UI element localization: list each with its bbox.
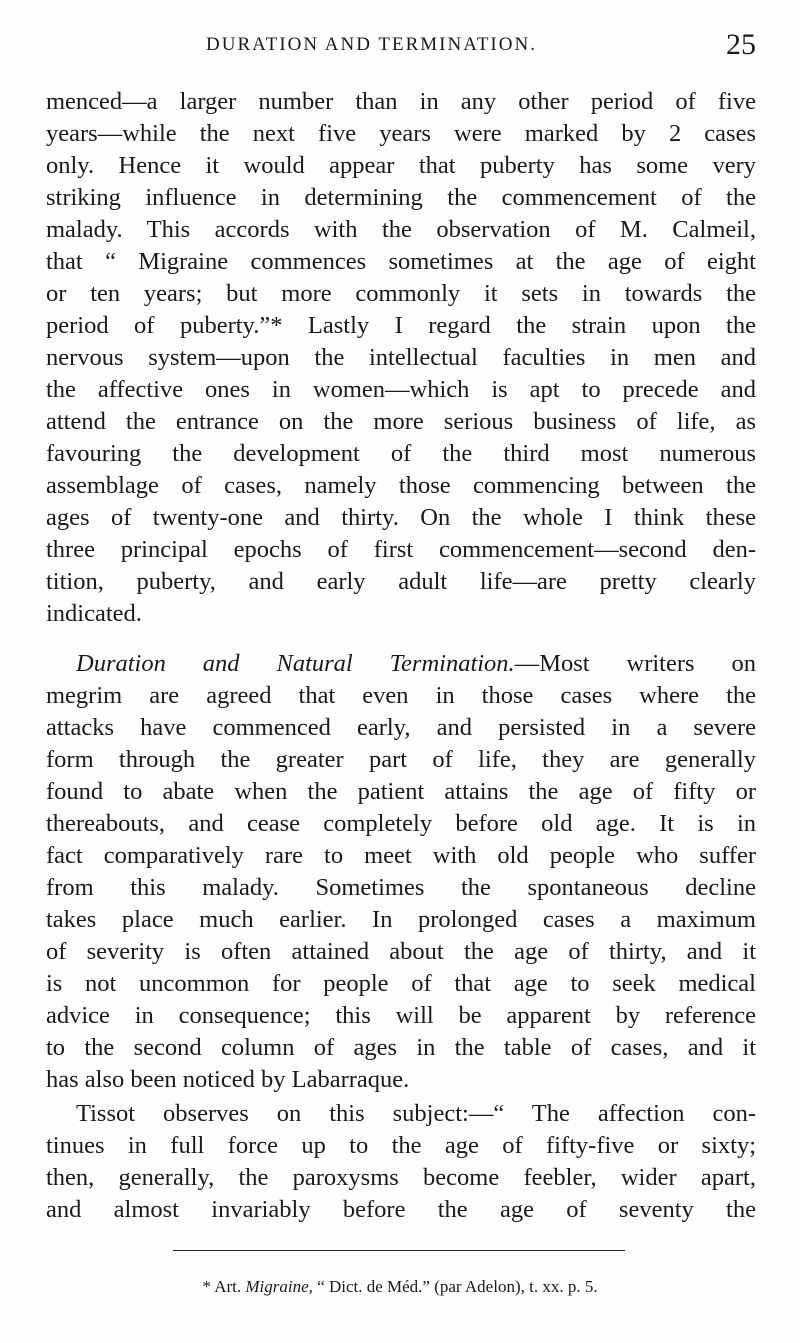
footnote-source: “ Dict. de Méd.” (par Adelon), t. xx. p. 5. (317, 1277, 598, 1296)
footnote-art: Art. (214, 1277, 242, 1296)
section-heading: Duration and Natural Termination. (76, 650, 515, 677)
text-line: malady. This accords with the observation of M. Calmeil, (46, 216, 756, 243)
text-line: period of puberty.”* Lastly I regard the strain upon the (46, 312, 756, 339)
section-heading-line (76, 648, 756, 680)
text-line: megrim are agreed that even in those cases where the (46, 682, 756, 709)
text-line: advice in consequence; this will be apparent by reference (46, 1002, 756, 1029)
text-line: from this malady. Sometimes the spontaneous decline (46, 874, 756, 901)
footnote-title: Migraine, (245, 1277, 313, 1296)
text-line: then, generally, the paroxysms become feebler, wider apart, (46, 1164, 756, 1191)
text-line: takes place much earlier. In prolonged cases a maximum (46, 906, 756, 933)
text-line: to the second column of ages in the table of cases, and it (46, 1034, 756, 1061)
text-line: of severity is often attained about the age of thirty, and it (46, 938, 756, 965)
text-line: form through the greater part of life, they are generally (46, 746, 756, 773)
text-line: that “ Migraine commences sometimes at the age of eight (46, 248, 756, 275)
text-line: nervous system—upon the intellectual faculties in men and (46, 344, 756, 371)
text-line: has also been noticed by Labarraque. (46, 1066, 410, 1093)
text-line: assemblage of cases, namely those commencing between the (46, 472, 756, 499)
text-line: indicated. (46, 600, 142, 627)
text-line: striking influence in determining the commencement of the (46, 184, 756, 211)
running-head (46, 28, 756, 70)
text-line: Tissot observes on this subject:—“ The affection con- (76, 1100, 756, 1127)
text-fragment: —Most writers on (514, 650, 756, 677)
text-line: favouring the development of the third most numerous (46, 440, 756, 467)
footnote-rule (173, 1250, 625, 1251)
text-line: menced—a larger number than in any other period of five (46, 88, 756, 115)
text-line: fact comparatively rare to meet with old people who suffer (46, 842, 756, 869)
text-line: the affective ones in women—which is apt to precede and (46, 376, 756, 403)
running-title: DURATION AND TERMINATION. (206, 34, 537, 55)
text-line: attend the entrance on the more serious business of life, as (46, 408, 756, 435)
text-line: tition, puberty, and early adult life—are pretty clearly (46, 568, 756, 595)
text-line: found to abate when the patient attains the age of fifty or (46, 778, 756, 805)
page-number: 25 (726, 28, 756, 61)
text-line: is not uncommon for people of that age to seek medical (46, 970, 756, 997)
text-line: years—while the next five years were marked by 2 cases (46, 120, 756, 147)
text-line: tinues in full force up to the age of fifty-five or sixty; (46, 1132, 756, 1159)
text-line: and almost invariably before the age of seventy the (46, 1196, 756, 1223)
footnote (0, 1277, 800, 1297)
text-line: only. Hence it would appear that puberty has some very (46, 152, 756, 179)
text-line: thereabouts, and cease completely before old age. It is in (46, 810, 756, 837)
text-line: ages of twenty-one and thirty. On the whole I think these (46, 504, 756, 531)
text-line: or ten years; but more commonly it sets in towards the (46, 280, 756, 307)
text-line: three principal epochs of first commencement—second den- (46, 536, 756, 563)
footnote-marker: * (202, 1277, 211, 1296)
text-line: attacks have commenced early, and persisted in a severe (46, 714, 756, 741)
